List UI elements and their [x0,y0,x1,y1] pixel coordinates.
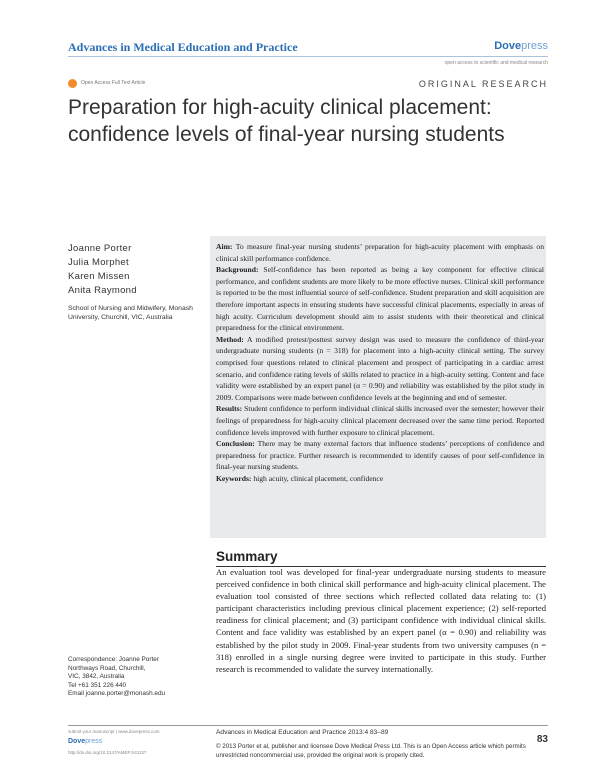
footer-publisher-logo [68,738,102,745]
abstract-background [216,264,544,334]
abstract-aim [216,241,544,264]
open-access-label: Open Access Full Text Article [81,80,146,86]
abstract-background-label: Background: [216,265,259,275]
abstract-method [216,334,544,404]
publisher-name-light: press [521,40,548,52]
correspondence-line: VIC, 3842, Australia [68,673,125,681]
publisher-tagline: open access to scientific and medical research [444,60,548,66]
doi-link[interactable]: http://dx.doi.org/10.2147/AMEP.S41137 [68,750,147,755]
footer-publisher-bold: Dove [68,738,86,745]
author-name: Karen Missen [68,271,130,282]
abstract-method-text: A modified pretest/posttest survey design was used to measure the confidence of third-year undergraduate nursing students (n = 318) for placement into a high-acuity clinical setting. The survey comprised four questions related to clinical placement and prospect of participating in a cardiac arrest scenario, and confidence rating levels of skills related to practice in a high-acuity setting. Content and face validity were established by an expert panel (α = 0.90) and reliability was established by the pilot study in 2009. Comparisons were made between confidence levels at the beginning and end of semester. [216,334,544,402]
correspondence-label: Correspondence: Joanne Porter [68,656,159,663]
abstract-method-label: Method: [216,334,244,344]
abstract-conclusion-text: There may be many external factors that influence students’ perceptions of confidence and preparedness for practice. Further research is recommended to identify causes of poor self-confidence in final-year nursing students. [216,439,544,472]
page-number: 83 [536,734,548,745]
correspondence-line: Tel +61 351 226 440 [68,681,127,689]
abstract-keywords [216,473,544,485]
summary-text: An evaluation tool was developed for final-year undergraduate nursing students to measure perceived confidence in both clinical skill performance and high-acuity clinical placement. The evaluation tool consisted of three sections which reflected collated data relating to: (1) participant characteristics including previous clinical placement experience; (2) self-reported readiness for clinical placement; and (3) participant confidence with individual clinical skills. Content and face validity was established by an expert panel (α = 0.90) and reliability was established by the pilot study in 2009. Final-year students from two university campuses (n = 318) enrolled in a single nursing degree were invited to participate in this study. Further research is recommended to validate the survey internationally. [216,567,546,674]
abstract [216,241,544,484]
correspondence [68,656,218,699]
article-type: ORIGINAL RESEARCH [418,79,548,89]
publisher-logo [494,40,548,52]
abstract-results-label: Results: [216,404,243,414]
article-title: Preparation for high-acuity clinical placement: confidence levels of final-year nursing students [68,96,505,146]
correspondence-line: Northways Road, Churchill, [68,664,146,672]
abstract-aim-text: To measure final-year nursing students’ preparation for high-acuity placement with emphasis on clinical skill performance confidence. [216,242,544,263]
open-access-icon [68,79,77,88]
header-divider [68,56,548,57]
author-name: Julia Morphet [68,257,129,268]
correspondence-email[interactable]: Email joanne.porter@monash.edu [68,690,166,698]
footer-copyright: © 2013 Porter et al, publisher and licensee Dove Medical Press Ltd. This is an Open Access article which permits unrestricted noncommercial use, provided the original work is properly cited. [216,743,526,759]
summary-heading: Summary [216,549,278,564]
footer-divider [68,725,548,726]
submit-manuscript-link[interactable]: submit your manuscript | www.dovepress.com [68,729,160,734]
abstract-keywords-text: high acuity, clinical placement, confidence [253,473,384,483]
affiliation: School of Nursing and Midwifery, Monash University, Churchill, VIC, Australia [68,305,193,321]
author-name: Joanne Porter [68,243,132,254]
abstract-results-text: Student confidence to perform individual clinical skills increased over the semester; however their feelings of preparedness for high-acuity clinical placement decreased over the same time period. Reported confidence levels improved with further exposure to clinical placement. [216,404,545,437]
abstract-results [216,403,544,438]
footer-citation: Advances in Medical Education and Practice 2013:4 83–89 [216,729,389,736]
abstract-conclusion [216,438,544,473]
footer-publisher-light: press [85,738,103,745]
abstract-conclusion-label: Conclusion: [216,439,255,449]
author-name: Anita Raymond [68,285,137,296]
publisher-name-bold: Dove [494,40,522,52]
abstract-background-text: Self-confidence has been reported as being a key component for effective clinical performance, and confident students are more likely to be more effective nurses. Clinical skill performance is reported to be the most influential source of self-confidence. Student preparation and skill acquisition are therefore important aspects in ensuring students have successful clinical placements, especially in areas of high acuity. Curriculum development should aim to assist students with their theoretical and clinical preparedness for the clinical environment. [216,265,544,333]
abstract-aim-label: Aim: [216,242,233,251]
journal-title: Advances in Medical Education and Practice [68,40,298,54]
abstract-keywords-label: Keywords: [216,473,252,483]
